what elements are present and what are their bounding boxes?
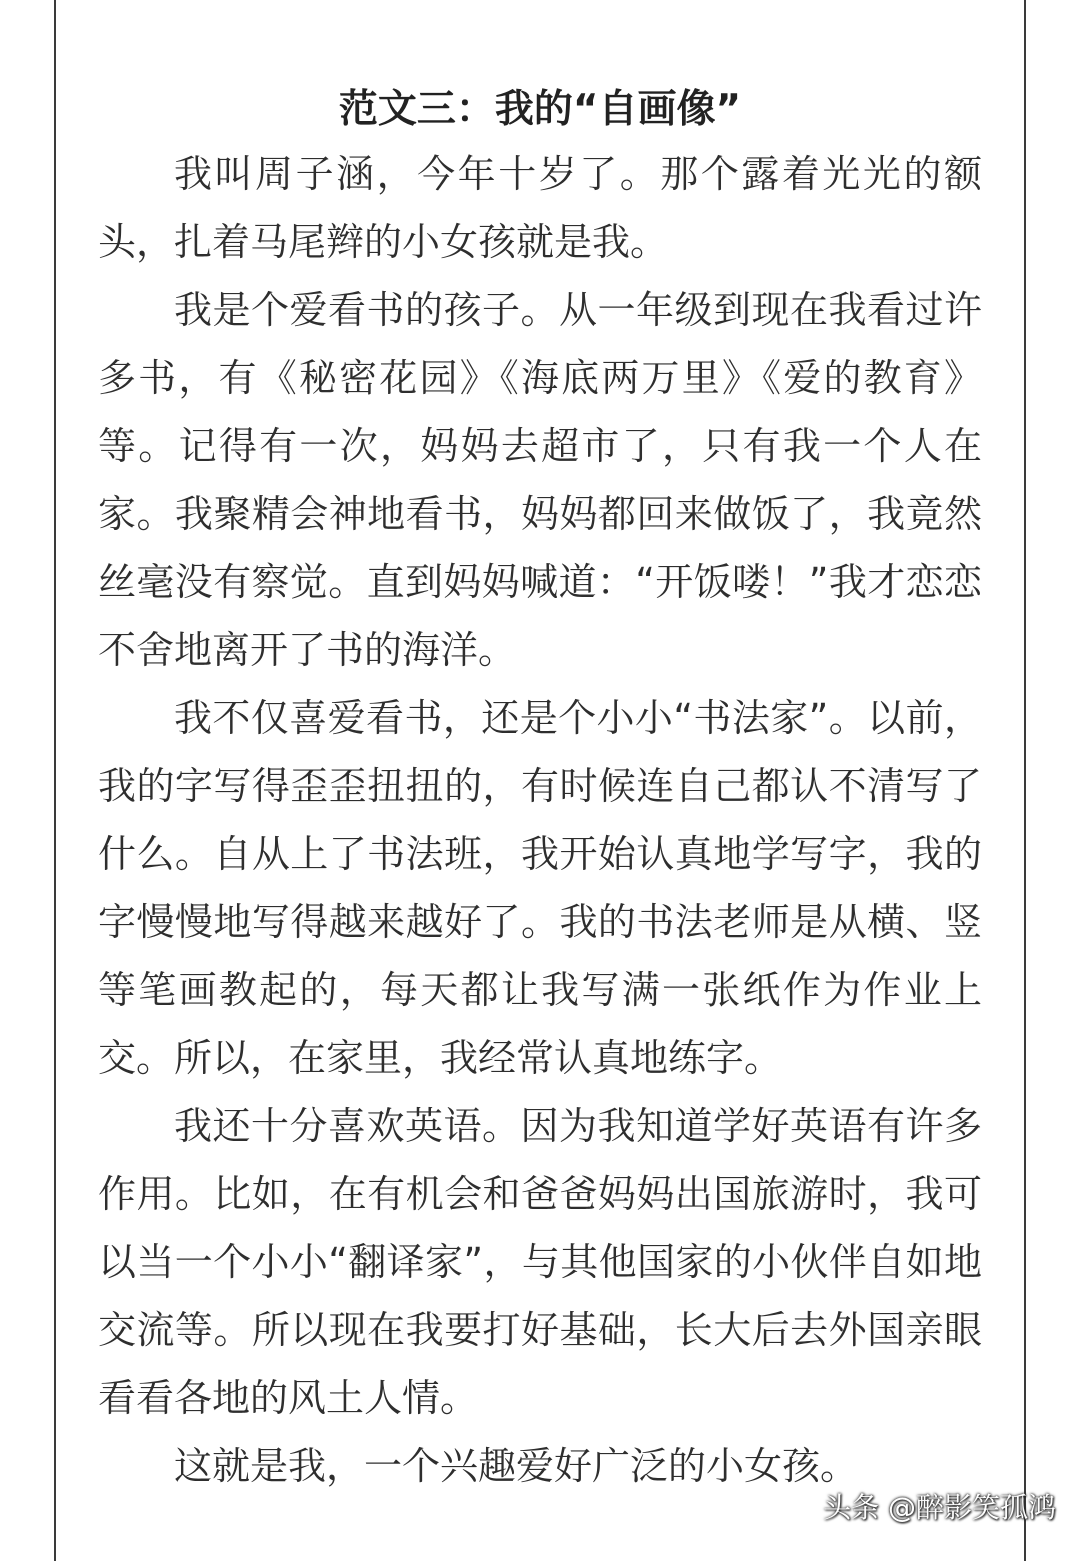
paragraph-conclusion: 这就是我，一个兴趣爱好广泛的小女孩。: [174, 1444, 859, 1488]
paragraph-calligraphy: 我不仅喜爱看书，还是个小小“书法家”。以前，我的字写得歪歪扭扭的，有时候连自己都认不清写了什么。自从上了书法班，我开始认真地学写字，我的字慢慢地写得越来越好了。我的书法老师是从横、竖等笔画教起的，每天都让我写满一张纸作为作业上交。所以，在家里，我经常认真地练字。: [98, 696, 982, 1080]
page-border-left: [54, 0, 56, 1561]
watermark: 头条 @醉影笑孤鸿: [823, 1491, 1056, 1524]
paragraph-english: 我还十分喜欢英语。因为我知道学好英语有许多作用。比如，在有机会和爸爸妈妈出国旅游时，我可以当一个小小“翻译家”，与其他国家的小伙伴自如地交流等。所以现在我要打好基础，长大后去外国亲眼看看各地的风土人情。: [98, 1104, 982, 1420]
paragraph-intro: 我叫周子涵，今年十岁了。那个露着光光的额头，扎着马尾辫的小女孩就是我。: [98, 152, 982, 264]
essay-title: 范文三：我的“自画像”: [338, 87, 742, 132]
page-border-right: [1024, 0, 1026, 1561]
paragraph-reading: 我是个爱看书的孩子。从一年级到现在我看过许多书，有《秘密花园》《海底两万里》《爱的教育》等。记得有一次，妈妈去超市了，只有我一个人在家。我聚精会神地看书，妈妈都回来做饭了，我竟然丝毫没有察觉。直到妈妈喊道：“开饭喽！”我才恋恋不舍地离开了书的海洋。: [98, 288, 982, 672]
essay-page: [98, 84, 982, 1500]
